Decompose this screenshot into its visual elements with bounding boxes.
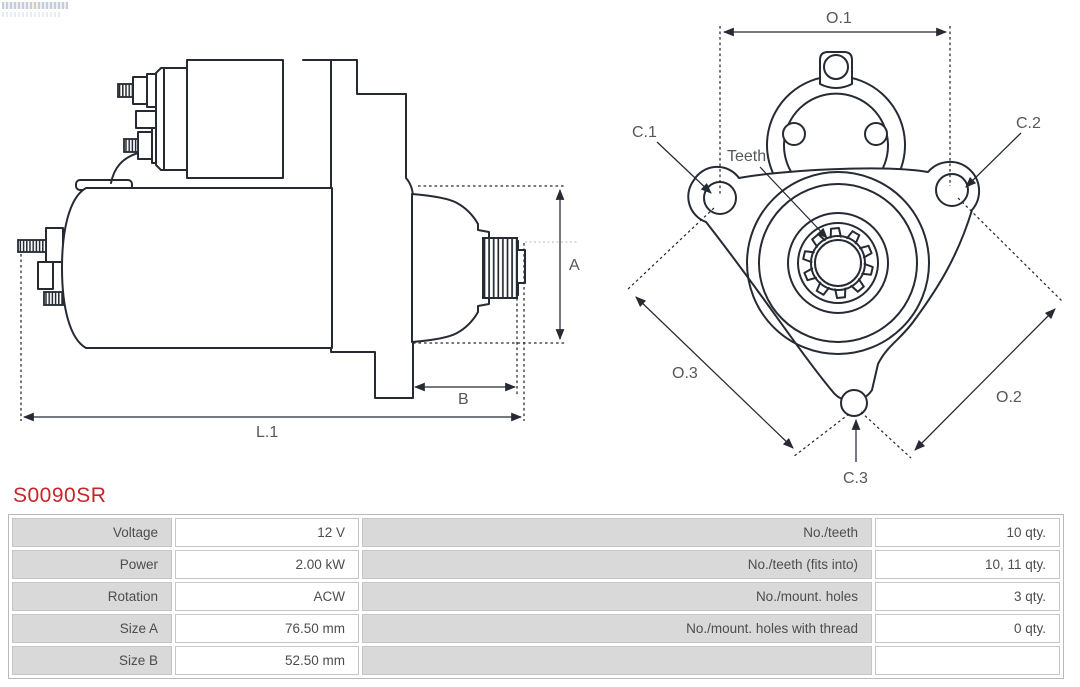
dimension-label-o2: O.2 <box>996 389 1022 406</box>
spec-value: ACW <box>175 582 359 611</box>
rear-threaded-stud <box>18 240 46 252</box>
terminal-thread-2 <box>124 139 138 152</box>
specs-table <box>8 514 1064 679</box>
spec-label: Rotation <box>12 582 172 611</box>
rear-boss <box>38 262 53 289</box>
dimension-label-o3: O.3 <box>672 365 698 382</box>
spec-value: 0 qty. <box>875 614 1060 643</box>
dimension-label-a: A <box>569 257 580 274</box>
leader-c2 <box>966 133 1021 187</box>
spec-value <box>875 646 1060 675</box>
dim-o3-ext-bottom <box>793 414 849 457</box>
spec-label: No./mount. holes <box>362 582 872 611</box>
mount-hole-c2 <box>936 174 968 206</box>
terminal-wire <box>111 153 138 183</box>
spec-value: 2.00 kW <box>175 550 359 579</box>
arch-right-hole <box>865 123 887 145</box>
solenoid-cap <box>156 68 187 170</box>
spec-label: Size A <box>12 614 172 643</box>
starter-front-view <box>627 10 1062 487</box>
dimension-label-c1: C.1 <box>632 124 657 141</box>
dim-o3-line <box>636 297 793 448</box>
spec-label: Voltage <box>12 518 172 547</box>
spec-value: 3 qty. <box>875 582 1060 611</box>
spec-value: 52.50 mm <box>175 646 359 675</box>
spec-label: Size B <box>12 646 172 675</box>
spec-label: No./teeth <box>362 518 872 547</box>
terminal-nut-1 <box>133 77 147 104</box>
dim-o2-ext-top <box>958 198 1062 301</box>
pinion-gear <box>483 238 517 298</box>
terminal-thread-1 <box>118 84 133 97</box>
dim-o3-ext-top <box>627 208 714 290</box>
shaft-bore <box>815 240 861 286</box>
spec-value: 12 V <box>175 518 359 547</box>
solenoid-body <box>187 60 283 178</box>
spec-value: 76.50 mm <box>175 614 359 643</box>
arch-left-hole <box>783 123 805 145</box>
dimension-label-teeth: Teeth <box>727 148 767 165</box>
dimension-label-l1: L.1 <box>256 424 279 441</box>
dim-o2-ext-bottom <box>861 412 911 458</box>
dim-o2-line <box>915 309 1055 450</box>
arch-top-hole <box>824 55 848 79</box>
leader-c1 <box>657 142 711 193</box>
spec-value: 10 qty. <box>875 518 1060 547</box>
dimension-label-c3: C.3 <box>843 470 868 487</box>
terminal-nut-2 <box>138 132 152 159</box>
dimension-label-b: B <box>458 391 469 408</box>
spec-label: No./teeth (fits into) <box>362 550 872 579</box>
mount-hole-c3 <box>841 390 867 416</box>
part-number: S0090SR <box>13 484 107 507</box>
starter-side-view <box>18 60 580 441</box>
motor-body <box>62 188 332 348</box>
rear-bracket <box>46 228 63 262</box>
spec-label: Power <box>12 550 172 579</box>
spec-label <box>362 646 872 675</box>
rear-threaded-stud-2 <box>44 292 63 305</box>
dimension-label-o1: O.1 <box>826 10 852 27</box>
spec-label: No./mount. holes with thread <box>362 614 872 643</box>
dimension-label-c2: C.2 <box>1016 115 1041 132</box>
spec-value: 10, 11 qty. <box>875 550 1060 579</box>
